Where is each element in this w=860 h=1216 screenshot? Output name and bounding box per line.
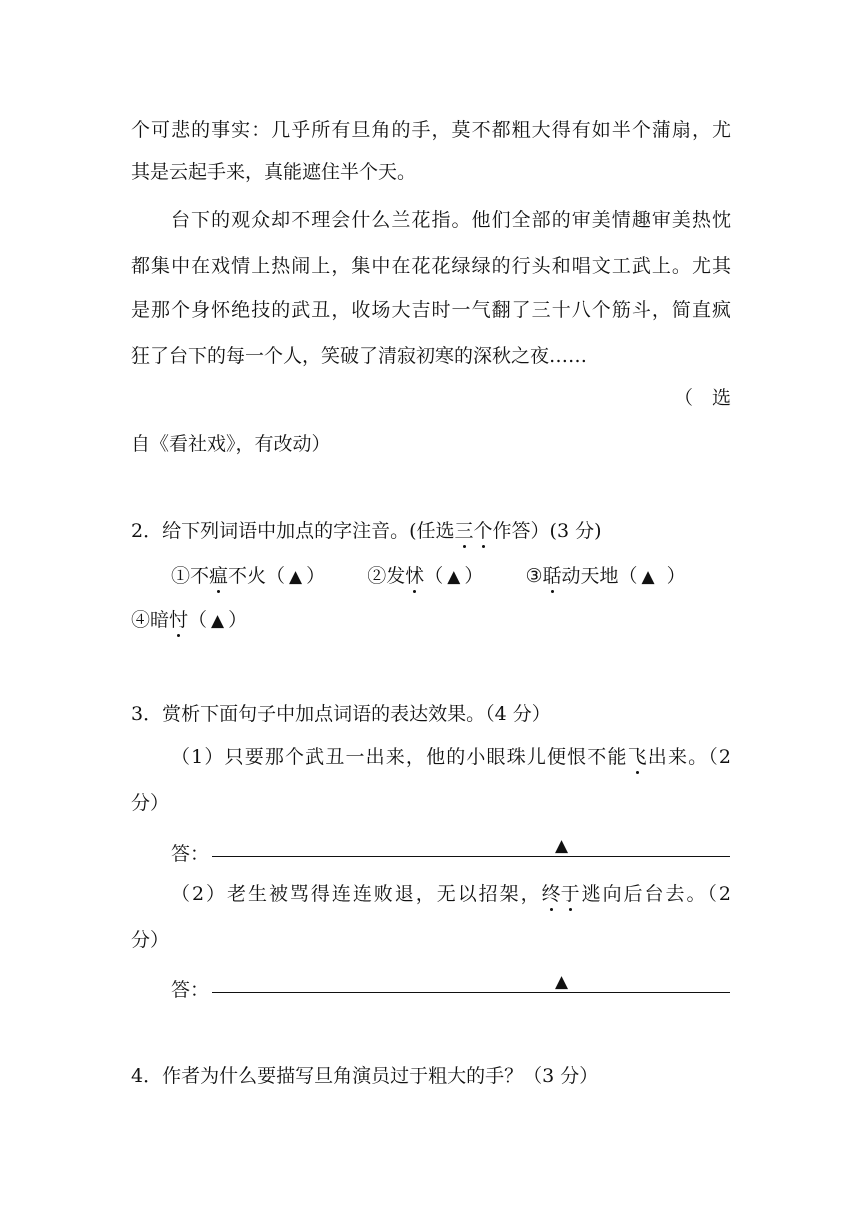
question-2-items xyxy=(171,564,731,589)
triangle-marker-icon: ▲ xyxy=(211,611,225,631)
sentence-text: （2）老生被骂得连连败退，无以招架， xyxy=(171,883,542,905)
q3-sentence-2-score: 分） xyxy=(131,929,170,951)
item-text: ③ xyxy=(525,565,543,587)
item-text: ） xyxy=(306,565,326,587)
passage-line: 个可悲的事实：几乎所有旦角的手，莫不都粗大得有如半个蒲扇，尤 xyxy=(131,119,731,141)
dotted-char: 于 xyxy=(560,883,580,905)
passage-line: 是那个身怀绝技的武丑，收场大吉时一气翻了三十八个筋斗，简直疯 xyxy=(131,299,731,321)
sentence-text: 出来。（2 xyxy=(646,746,731,768)
triangle-marker-icon: ▲ xyxy=(289,567,303,587)
dotted-char: 飞 xyxy=(627,746,647,768)
triangle-marker-icon: ▲ xyxy=(555,836,569,856)
item-text: ） xyxy=(666,565,686,587)
dotted-char: 聒 xyxy=(542,565,562,587)
item-text: ①不 xyxy=(171,565,210,587)
item-text: ④暗 xyxy=(131,609,170,631)
item-text: ） xyxy=(464,565,484,587)
q2-item-1 xyxy=(171,565,325,587)
sentence-text: （1）只要那个武丑一出来，他的小眼珠儿便恨不能 xyxy=(171,746,628,768)
answer-field-1[interactable] xyxy=(212,856,730,857)
q2-item-2 xyxy=(367,565,483,587)
item-text: ） xyxy=(228,609,248,631)
item-text: （ xyxy=(188,609,208,631)
answer-field-2[interactable] xyxy=(212,992,730,993)
passage-line: 都集中在戏情上热闹上，集中在花花绿绿的行头和唱文工武上。尤其 xyxy=(131,255,731,277)
triangle-marker-icon: ▲ xyxy=(555,972,569,992)
q3-sentence-2 xyxy=(171,882,731,906)
sentence-text: 逃向后台去。（2 xyxy=(579,883,731,905)
q2-stem-text: 作答）(3 分) xyxy=(492,520,602,542)
source-note-start: （ 选 xyxy=(673,387,731,409)
q3-sentence-1 xyxy=(171,745,731,769)
q3-sentence-1-score: 分） xyxy=(131,792,170,814)
q2-stem-text: 2．给下列词语中加点的字注音。(任选 xyxy=(131,520,455,542)
triangle-marker-icon: ▲ xyxy=(641,567,655,587)
passage-paragraph-start: 台下的观众却不理会什么兰花指。他们全部的审美情趣审美热忱 xyxy=(171,209,731,231)
passage-line: 狂了台下的每一个人，笑破了清寂初寒的深秋之夜…… xyxy=(131,345,588,367)
item-text: 动天地（ xyxy=(561,565,638,587)
dotted-char: 忖 xyxy=(169,609,189,631)
item-text: 不火（ xyxy=(228,565,286,587)
dotted-char: 三 xyxy=(454,520,474,542)
source-note-end: 自《看社戏》，有改动） xyxy=(131,433,331,455)
dotted-char: 怵 xyxy=(405,565,425,587)
q2-item-4 xyxy=(131,608,731,633)
answer-label: 答： xyxy=(171,843,210,865)
passage-line: 其是云起手来，真能遮住半个天。 xyxy=(131,161,417,183)
item-text: ②发 xyxy=(367,565,406,587)
q2-item-3 xyxy=(525,565,685,587)
answer-label: 答： xyxy=(171,979,210,1001)
triangle-marker-icon: ▲ xyxy=(447,567,461,587)
item-text: （ xyxy=(424,565,444,587)
dotted-char: 瘟 xyxy=(209,565,229,587)
dotted-char: 个 xyxy=(473,520,493,542)
dotted-char: 终 xyxy=(541,883,561,905)
question-4-stem: 4．作者为什么要描写旦角演员过于粗大的手？（3 分） xyxy=(131,1065,599,1087)
question-3-stem: 3．赏析下面句子中加点词语的表达效果。（4 分） xyxy=(131,703,551,725)
question-2-stem xyxy=(131,519,731,543)
